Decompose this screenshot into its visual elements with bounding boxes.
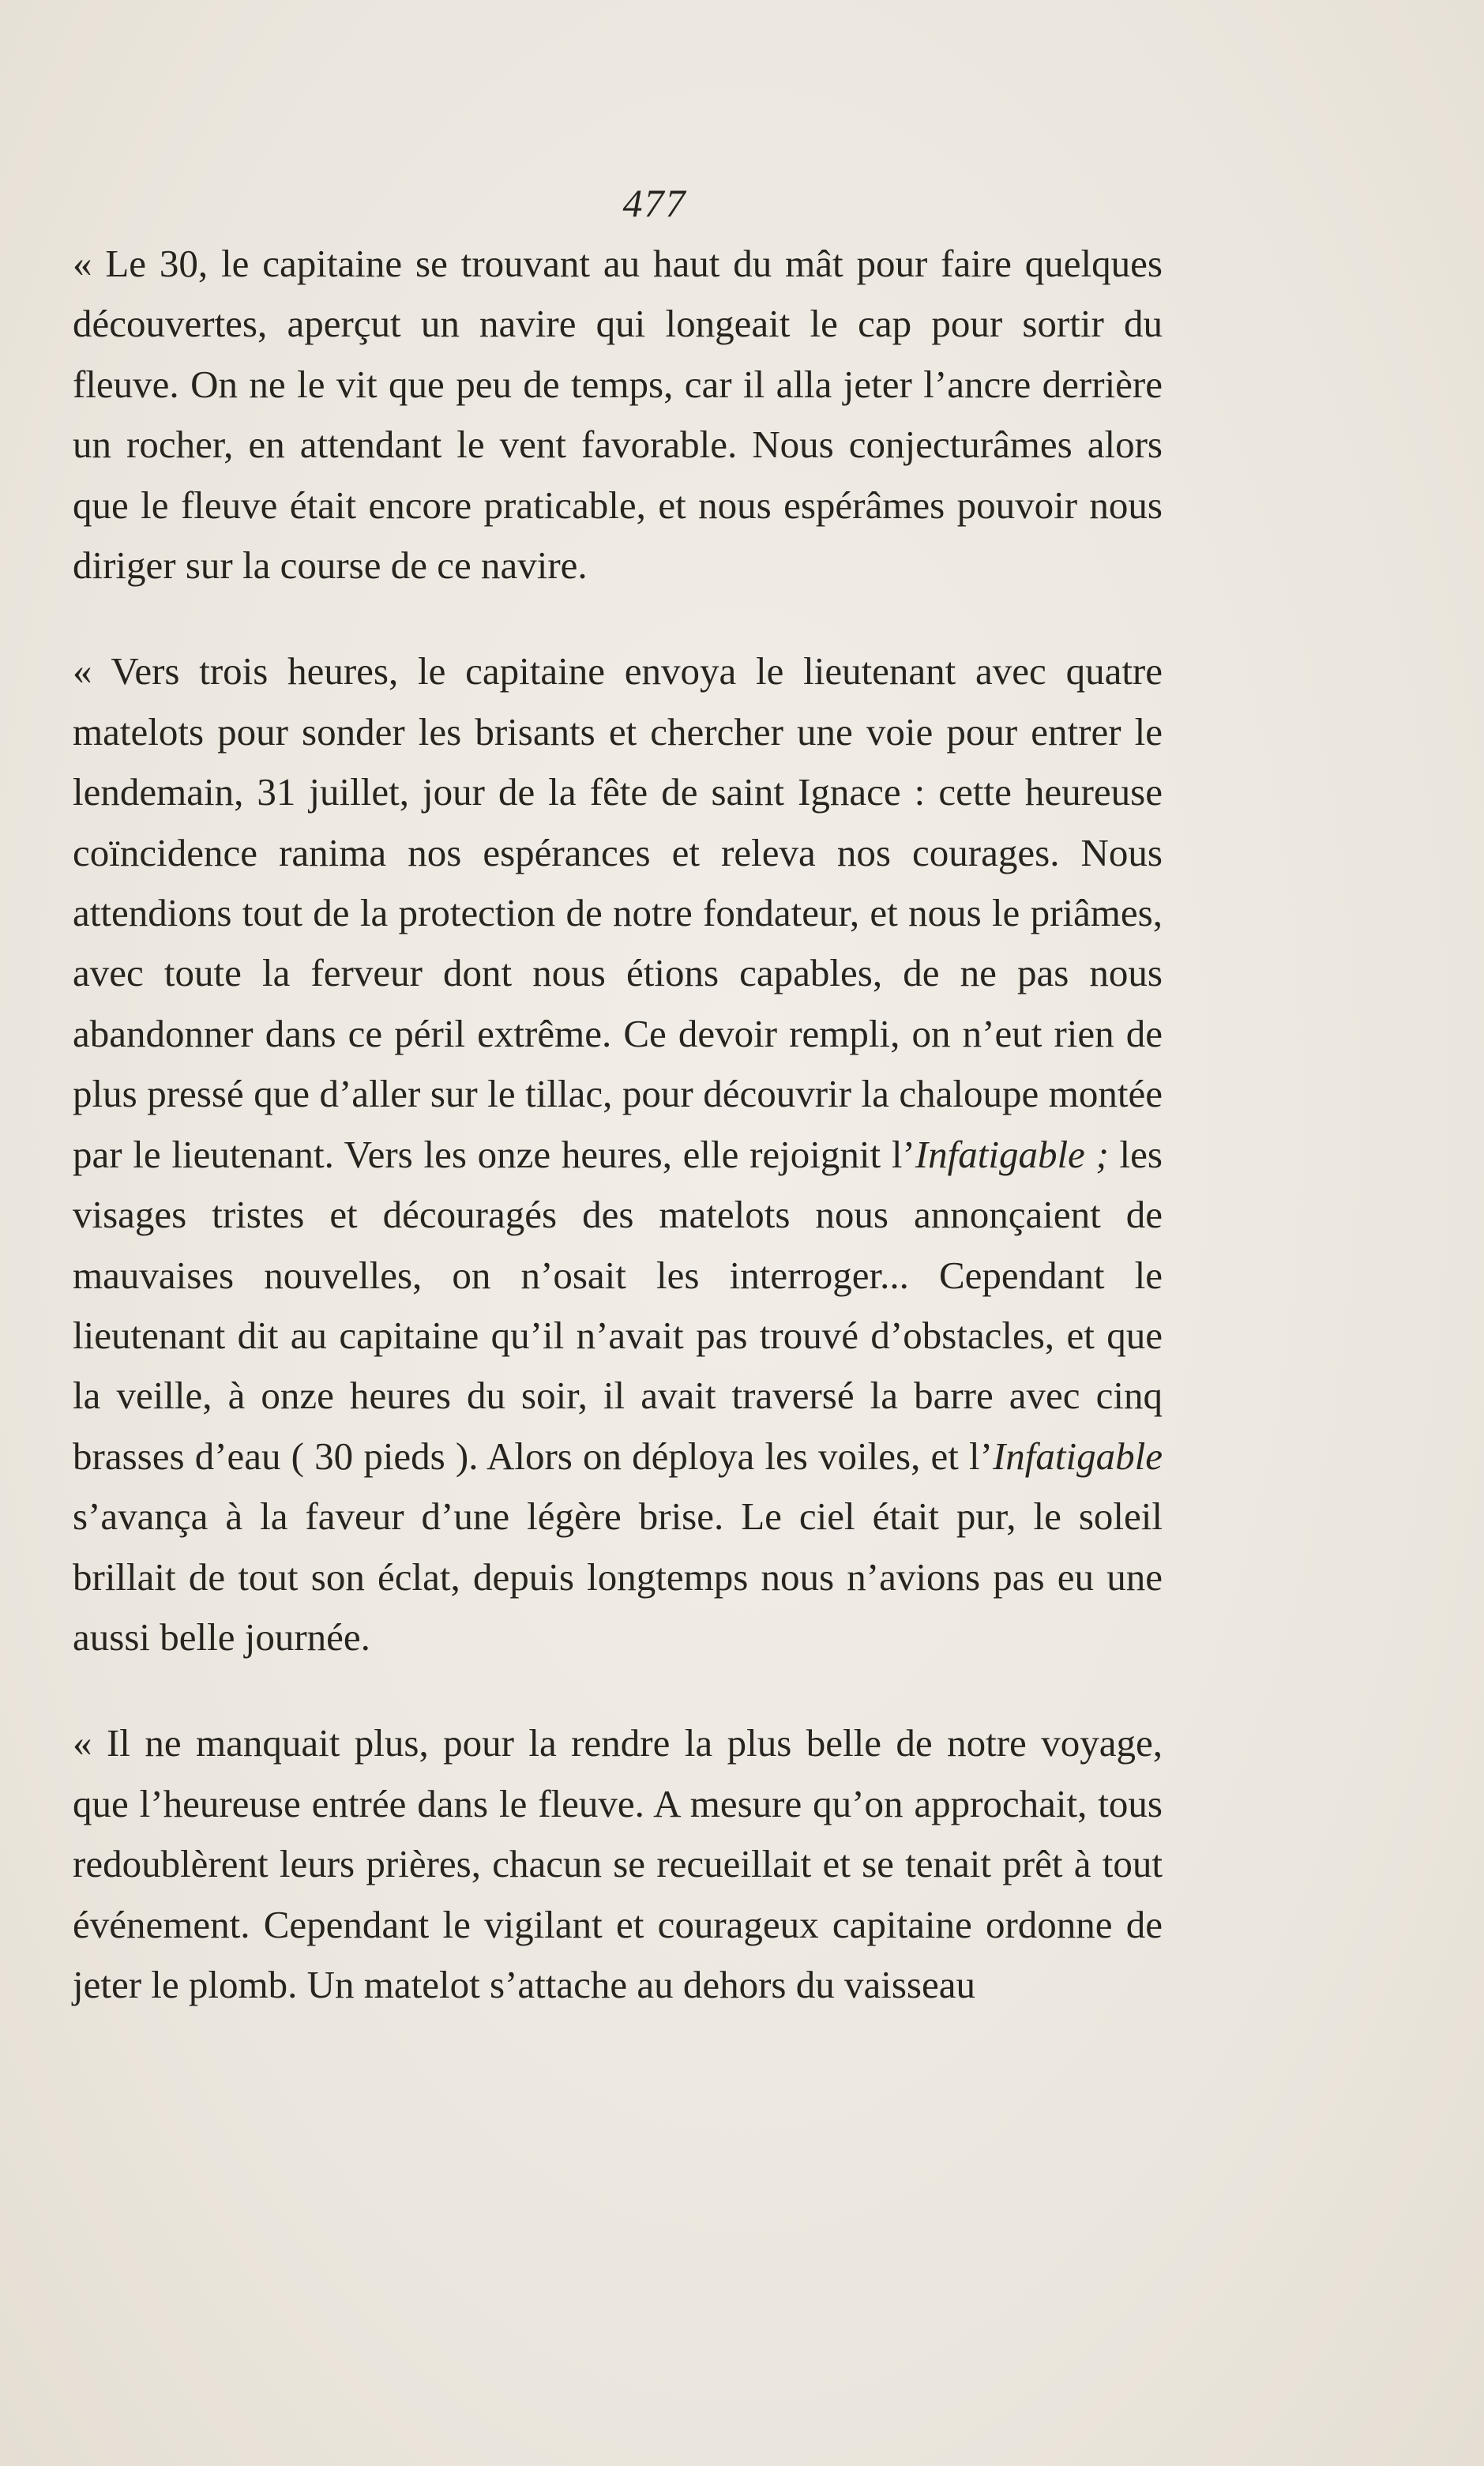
- paragraph-2-part-1: « Vers trois heures, le capitaine envoya le lieutenant avec quatre matelots pour sonder les brisants et chercher une voie pour entrer le lendemain, 31 juillet, jour de la fête de saint Ignace : cette heureuse coïncidence ranima nos espérances et releva nos courages. Nous attendions tout de la protection de notre fondateur, et nous le priâmes, avec toute la ferveur dont nous étions capables, de ne pas nous abandonner dans ce péril extrême. Ce devoir rempli, on n’eut rien de plus pressé que d’aller sur le tillac, pour découvrir la chaloupe montée par le lieutenant. Vers les onze heures, elle rejoignit l’: [73, 649, 1163, 1176]
- ship-name-italic-1: Infatigable ;: [915, 1132, 1109, 1176]
- paragraph-3: « Il ne manquait plus, pour la rendre la plus belle de notre voyage, que l’heureuse entrée dans le fleuve. A mesure qu’on approchait, tous redoublèrent leurs prières, chacun se recueillait et se tenait prêt à tout événement. Cependant le vigilant et courageux capitaine ordonne de jeter le plomb. Un matelot s’attache au dehors du vaisseau: [73, 1721, 1163, 2006]
- paragraph-1: « Le 30, le capitaine se trouvant au haut du mât pour faire quelques découvertes, aperçut un navire qui longeait le cap pour sortir du fleuve. On ne le vit que peu de temps, car il alla jeter l’ancre derrière un rocher, en attendant le vent favorable. Nous conjecturâmes alors que le fleuve était encore praticable, et nous espérâmes pouvoir nous diriger sur la course de ce navire.: [73, 242, 1163, 588]
- ship-name-italic-2: Infatigable: [992, 1434, 1163, 1478]
- page-number: 477: [622, 181, 687, 225]
- paragraph-2-part-3: s’avança à la faveur d’une légère brise. Le ciel était pur, le soleil brillait de tout son éclat, depuis longtemps nous n’avions pas eu une aussi belle journée.: [73, 1494, 1163, 1659]
- page-text: [73, 234, 1163, 2015]
- paragraph-2-part-2: les visages tristes et découragés des matelots nous annonçaient de mauvaises nouvelles, on n’osait les interroger... Cependant le lieutenant dit au capitaine qu’il n’avait pas trouvé d’obstacles, et que la veille, à onze heures du soir, il avait traversé la barre avec cinq brasses d’eau ( 30 pieds ). Alors on déploya les voiles, et l’: [73, 1132, 1163, 1478]
- paragraph-2: [73, 641, 1163, 1667]
